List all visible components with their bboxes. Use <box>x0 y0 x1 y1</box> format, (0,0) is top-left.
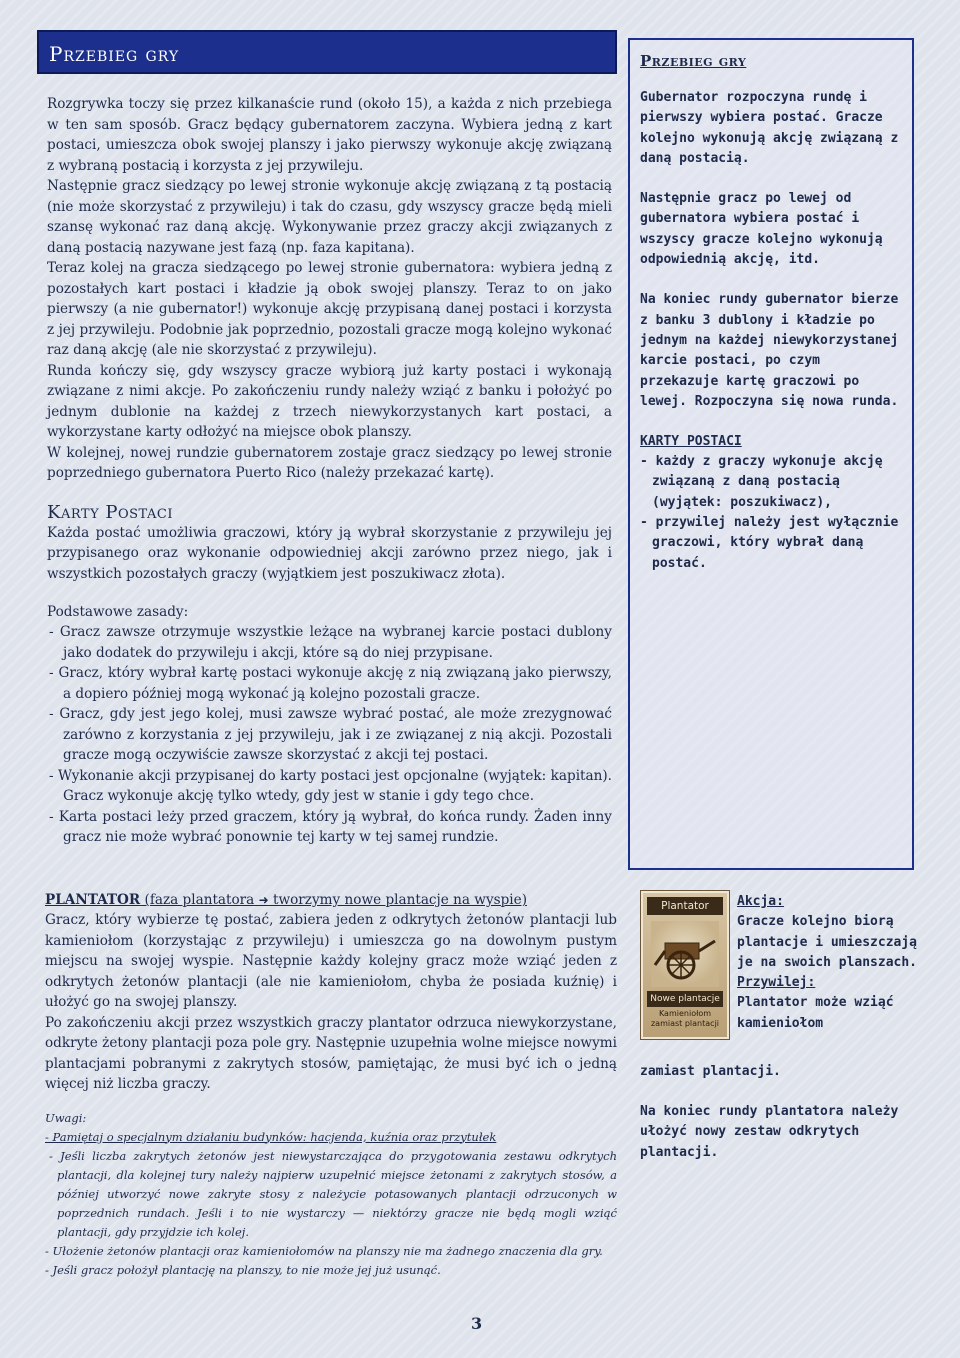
rule-item: - Gracz, który wybrał kartę postaci wykonuje akcję z nią związaną jako pierwszy, a dopiero później mogą wykonać ją kolejno pozostali gracze. <box>49 665 612 702</box>
plantator-notes <box>45 1109 617 1280</box>
karty-postaci-section <box>37 523 617 848</box>
akcja-label: Akcja: <box>737 894 784 909</box>
sidebar-title: Przebieg gry <box>640 52 747 70</box>
plantator-name: PLANTATOR <box>45 892 141 908</box>
sidebar-karty-item: - przywilej należy jest wyłącznie graczowi, który wybrał daną postać. <box>640 515 899 571</box>
plantator-heading <box>45 890 617 910</box>
sidebar-karty-item: - każdy z graczy wykonuje akcję związaną z daną postacią (wyjątek: poszukiwacz), <box>640 454 883 510</box>
sidebar-paragraph: Gubernator rozpoczyna rundę i pierwszy wybiera postać. Gracze kolejno wykonują akcję związaną z daną postacią. <box>640 90 899 166</box>
karty-intro: Każda postać umożliwia graczowi, który ją wybrał skorzystanie z przywileju jej przypisanego oraz wykonanie odpowiedniej akcji zarówno przez niego, jak i wszystkich pozostałych graczy (wyjątkiem jest poszukiwacz złota). <box>47 524 612 582</box>
arrow-right-icon: ➜ <box>258 893 269 907</box>
plantator-paragraph: Gracz, który wybierze tę postać, zabiera jeden z odkrytych żetonów plantacji lub kamieniołom (korzystając z przywileju) i umieszcza go na dowolnym pustym miejscu na swojej wyspie. Następnie każdy kolejny gracz może wziąć jeden z odkrytych żetonów plantacji (ale nie kamieniołom, chyba że posiada kuźnię) i ułożyć go na swojej planszy. <box>45 912 617 1010</box>
plantator-phase-desc: tworzymy nowe plantacje na wyspie) <box>273 892 527 908</box>
plantator-phase: (faza plantatora <box>144 892 255 908</box>
summary-sidebar <box>628 38 914 870</box>
card-title: Plantator <box>647 897 723 915</box>
sidebar-karty-title: KARTY POSTACI <box>640 434 742 450</box>
cart-icon <box>651 921 719 987</box>
plantator-summary <box>737 892 927 1034</box>
przywilej-text: Plantator może wziąć kamieniołom <box>737 995 894 1031</box>
intro-paragraph: Rozgrywka toczy się przez kilkanaście rund (około 15), a każda z nich przebiega w ten sam sposób. Gracz będący gubernatorem zaczyna. Wybiera jedną z kart postaci, umieszcza obok swojej planszy i jako pierwszy wykonuje akcję związaną z wybraną postacią i korzysta z jej przywileju. <box>47 96 612 174</box>
rule-item: - Karta postaci leży przed graczem, który ją wybrał, do końca rundy. Żaden inny gracz nie może wybrać ponownie tej karty w tej samej rundzie. <box>49 808 612 845</box>
note-item: - Jeśli gracz położył plantację na planszy, to nie może jej już usunąć. <box>45 1262 441 1277</box>
notes-label: Uwagi: <box>45 1110 87 1125</box>
intro-paragraph: Runda kończy się, gdy wszyscy gracze wybiorą już karty postaci i wykonają związane z nimi akcje. Po zakończeniu rundy należy wziąć z banku i położyć po jednym dublonie na każdej z trzech niewykorzystanych kart postaci, a wykorzystane karty odłożyć na miejsce obok planszy. <box>47 362 612 440</box>
karty-postaci-heading: Karty Postaci <box>47 501 173 523</box>
przywilej-tail: zamiast plantacji. <box>640 1064 781 1079</box>
intro-paragraph: Następnie gracz siedzący po lewej stronie wykonuje akcję związaną z tą postacią (nie może skorzystać z przywileju) i tak do czasu, gdy wszyscy gracze będą mieli szansę wykonać raz daną akcję. Wykonywanie przez graczy akcji związanych z daną postacią nazywane jest fazą (np. faza kapitana). <box>47 178 612 256</box>
card-caption: Kamieniołom zamiast plantacji <box>650 1009 720 1028</box>
intro-paragraph: Teraz kolej na gracza siedzącego po lewej stronie gubernatora: wybiera jedną z pozostałych kart postaci i kładzie ją obok swojej planszy. Teraz to on jako pierwszy (a nie gubernator!) wykonuje akcję przypisaną danej postaci i korzysta z jej przywileju. Podobnie jak poprzednio, pozostali gracze mogą kolejno wykonać raz daną akcję (ale nie skorzystać z przywileju). <box>47 260 612 358</box>
card-subtitle: Nowe plantacje <box>647 991 723 1007</box>
sidebar-paragraph: Na koniec rundy gubernator bierze z banku 3 dublony i kładzie po jednym na każdej niewykorzystanej karcie postaci, po czym przekazuje kartę graczowi po lewej. Rozpoczyna się nowa runda. <box>640 292 899 409</box>
rule-item: - Wykonanie akcji przypisanej do karty postaci jest opcjonalne (wyjątek: kapitan). Gracz wykonuje akcję tylko wtedy, gdy jest w stanie i gdy tego chce. <box>49 767 612 804</box>
akcja-text: Gracze kolejno biorą plantacje i umieszczają je na swoich planszach. <box>737 914 918 970</box>
rule-item: - Gracz zawsze otrzymuje wszystkie leżące na wybranej karcie postaci dublony jako dodatek do przywileju i akcji, które są do niej przypisane. <box>49 624 612 661</box>
intro-paragraph: W kolejnej, nowej rundzie gubernatorem zostaje gracz siedzący po lewej stronie poprzedniego gubernatora Puerto Rico (należy przekazać kartę). <box>47 444 612 481</box>
intro-text <box>37 94 617 484</box>
note-item: - Jeśli liczba zakrytych żetonów jest niewystarczająca do przygotowania zestawu odkrytych plantacji, dla kolejnej tury należy najpierw uzupełnić miejsce żetonami z zakrytych stosów, a później utworzyć nowe zakryte stosy z należycie potasowanych plantacji odrzuconych w poprzednich rundach. Jeśli i to nie wystarczy — niektórzy gracze nie będą mogli wziąć plantacji, gdy przyjdzie ich kolej. <box>49 1148 617 1239</box>
rule-item: - Gracz, gdy jest jego kolej, musi zawsze wybrać postać, ale może zrezygnować zarówno z korzystania z jej przywileju, jak i ze związanej z nią akcji. Pozostali gracze mogą oczywiście zawsze skorzystać z akcji tej postaci. <box>49 706 612 763</box>
note-item: - Pamiętaj o specjalnym działaniu budynków: hacjenda, kuźnia oraz przytułek <box>45 1129 497 1144</box>
plantator-card-image <box>640 890 730 1040</box>
page-title: Przebieg gry <box>37 30 617 74</box>
page-number: 3 <box>471 1314 483 1333</box>
rules-label: Podstawowe zasady: <box>47 604 189 620</box>
main-column <box>37 30 617 848</box>
plantator-paragraph: Po zakończeniu akcji przez wszystkich graczy plantator odrzuca niewykorzystane, odkryte żetony plantacji poza pole gry. Następnie uzupełnia wolne miejsce nowymi plantacjami pobranymi z zakrytych stosów, pamiętając, że musi być ich o jedną więcej niż liczba graczy. <box>45 1014 617 1092</box>
plantator-summary-end: Na koniec rundy plantatora należy ułożyć nowy zestaw odkrytych plantacji. <box>640 1104 899 1160</box>
plantator-section <box>45 890 617 1280</box>
przywilej-label: Przywilej: <box>737 975 816 991</box>
note-item: - Ułożenie żetonów plantacji oraz kamieniołomów na planszy nie ma żadnego znaczenia dla gry. <box>45 1243 603 1258</box>
sidebar-paragraph: Następnie gracz po lewej od gubernatora wybiera postać i wszyscy gracze kolejno wykonują odpowiednią akcję, itd. <box>640 191 883 268</box>
